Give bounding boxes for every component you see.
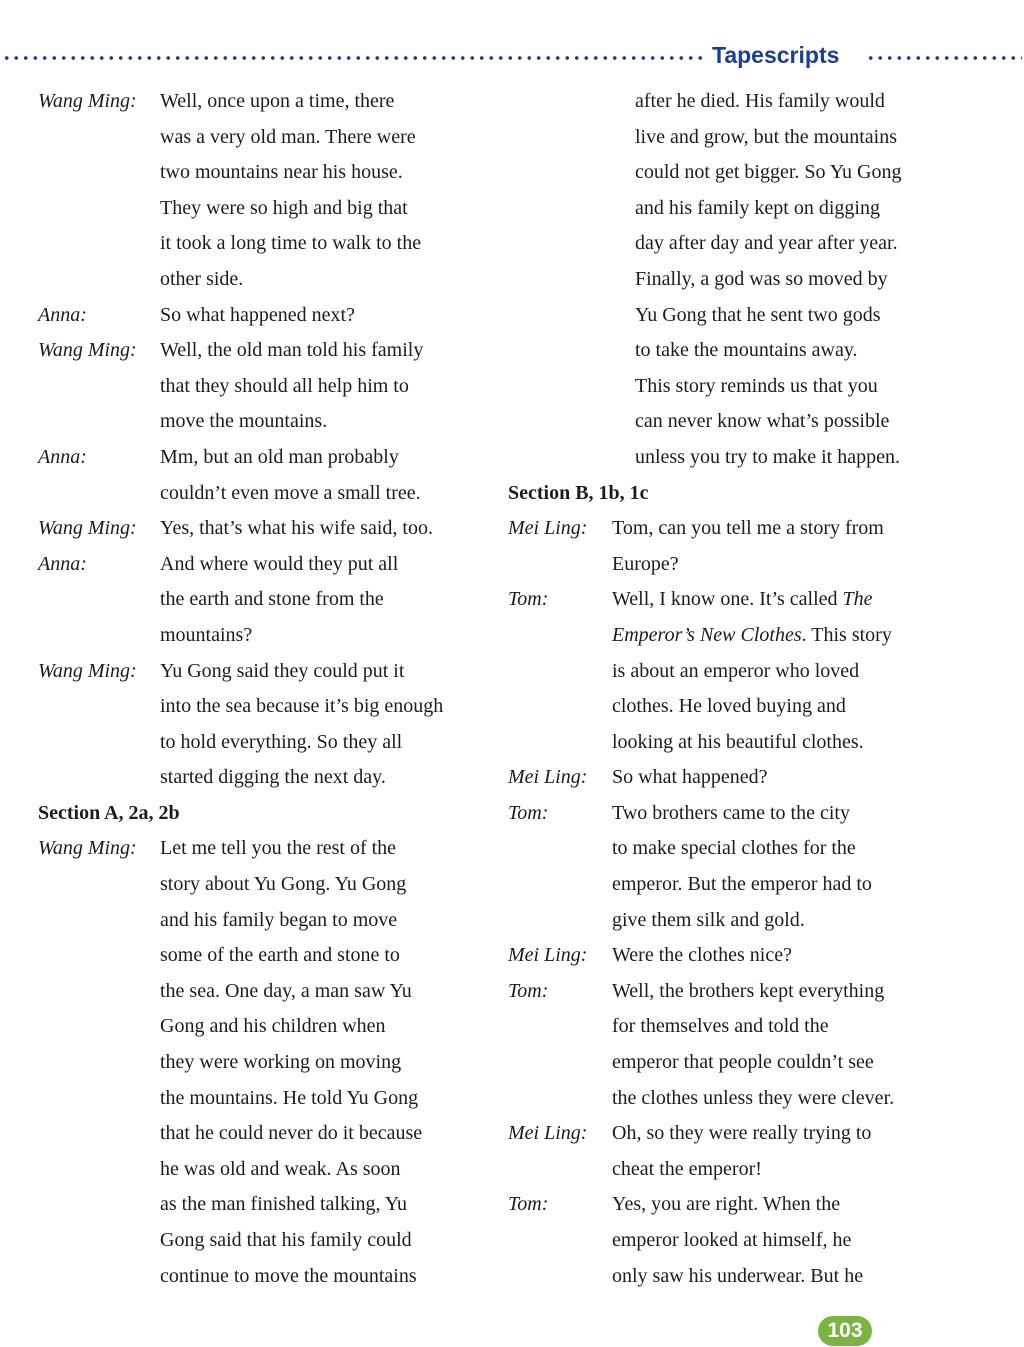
text-line: This story reminds us that you — [635, 374, 878, 397]
dialogue-entry — [38, 333, 478, 440]
speech-text — [612, 974, 894, 1116]
text-line: Two brothers came to the city — [612, 801, 850, 824]
text-line: only saw his underwear. But he — [612, 1264, 864, 1287]
text-line: clothes. He loved buying and — [612, 695, 846, 718]
text-line: could not get bigger. So Yu Gong — [635, 161, 902, 184]
speaker-label: Wang Ming: — [38, 339, 137, 362]
page-number-badge: 103 — [818, 1316, 872, 1346]
dotted-rule-left — [2, 56, 702, 60]
dialogue-entry — [508, 760, 958, 796]
text-line: emperor. But the emperor had to — [612, 873, 872, 896]
speaker-label: Anna: — [38, 303, 87, 326]
speaker-label: Wang Ming: — [38, 659, 137, 682]
text-line: Let me tell you the rest of the — [160, 837, 397, 860]
text-line: to make special clothes for the — [612, 837, 856, 860]
left-column — [38, 84, 478, 1294]
speech-text — [612, 511, 884, 582]
text-line: Yu Gong that he sent two gods — [635, 303, 881, 326]
text-line: emperor that people couldn’t see — [612, 1051, 874, 1074]
speaker-label: Tom: — [508, 979, 549, 1002]
text-line: mountains? — [160, 623, 253, 646]
speech-text — [160, 333, 423, 440]
speech-text — [160, 298, 355, 334]
text-line: Well, once upon a time, there — [160, 90, 395, 112]
dialogue-entry — [38, 547, 478, 654]
speech-text — [612, 1187, 863, 1294]
dialogue-entry — [38, 654, 478, 796]
text-line: the sea. One day, a man saw Yu — [160, 979, 412, 1002]
text-line: unless you try to make it happen. — [635, 445, 900, 468]
text-line: that he could never do it because — [160, 1122, 423, 1145]
dialogue-entry — [38, 84, 478, 298]
dialogue-entry — [508, 938, 958, 974]
text-line: Well, the old man told his family — [160, 339, 424, 362]
dotted-rule-right — [866, 56, 1022, 60]
text-line: looking at his beautiful clothes. — [612, 730, 864, 753]
text-line: can never know what’s possible — [635, 410, 890, 433]
speech-text — [160, 831, 422, 1294]
speaker-label: Wang Ming: — [38, 90, 137, 112]
text-line: into the sea because it’s big enough — [160, 695, 444, 718]
speaker-label: Anna: — [38, 552, 87, 575]
speaker-label: Mei Ling: — [508, 766, 588, 789]
speech-text — [160, 547, 398, 654]
dialogue-entry — [508, 582, 958, 760]
dialogue-entry — [38, 831, 478, 1294]
text-line: Finally, a god was so moved by — [635, 267, 888, 290]
speech-text — [160, 84, 421, 298]
speech-text — [160, 654, 443, 796]
speech-text — [612, 1116, 871, 1187]
text-line: Oh, so they were really trying to — [612, 1122, 872, 1145]
text-line: continue to move the mountains — [160, 1264, 417, 1287]
dialogue-entry — [38, 511, 478, 547]
right-column — [508, 84, 958, 1294]
dialogue-entry — [38, 440, 478, 511]
text-line: emperor looked at himself, he — [612, 1229, 852, 1251]
text-line: cheat the emperor! — [612, 1157, 762, 1180]
speech-text — [612, 582, 892, 760]
text-line: the clothes unless they were clever. — [612, 1086, 895, 1109]
text-line: Gong and his children when — [160, 1015, 386, 1038]
text-line: started digging the next day. — [160, 766, 386, 789]
speech-text — [160, 440, 421, 511]
text-line: some of the earth and stone to — [160, 944, 400, 967]
text-line: day after day and year after year. — [635, 232, 898, 255]
text-fragment: Well, I know one. It’s called — [612, 588, 843, 611]
text-line: he was old and weak. As soon — [160, 1157, 401, 1180]
dialogue-entry — [508, 511, 958, 582]
text-line: that they should all help him to — [160, 374, 409, 397]
speaker-label: Tom: — [508, 1193, 549, 1216]
text-line: for themselves and told the — [612, 1015, 829, 1038]
story-title-fragment: Emperor’s New Clothes — [612, 623, 802, 646]
text-line: and his family kept on digging — [635, 196, 880, 219]
text-line: give them silk and gold. — [612, 908, 805, 931]
text-line: Gong said that his family could — [160, 1229, 412, 1251]
text-line: was a very old man. There were — [160, 125, 416, 148]
text-line: couldn’t even move a small tree. — [160, 481, 421, 504]
section-heading: Section B, 1b, 1c — [508, 481, 649, 504]
text-line: Mm, but an old man probably — [160, 445, 399, 468]
text-line: to hold everything. So they all — [160, 730, 403, 753]
text-line: And where would they put all — [160, 552, 399, 575]
text-line: So what happened next? — [160, 303, 355, 326]
dialogue-entry — [38, 298, 478, 334]
text-fragment: . This story — [801, 623, 892, 646]
speaker-label: Mei Ling: — [508, 517, 588, 540]
speaker-label: Anna: — [38, 445, 87, 468]
text-line: they were working on moving — [160, 1051, 402, 1074]
text-line: They were so high and big that — [160, 196, 408, 219]
text-line: Yes, you are right. When the — [612, 1193, 841, 1216]
text-line: move the mountains. — [160, 410, 328, 433]
speaker-label: Wang Ming: — [38, 837, 137, 860]
speaker-label: Tom: — [508, 588, 549, 611]
text-line — [612, 582, 892, 618]
dialogue-entry — [508, 974, 958, 1116]
text-line: live and grow, but the mountains — [635, 125, 897, 148]
text-line: story about Yu Gong. Yu Gong — [160, 873, 407, 896]
text-line: after he died. His family would — [635, 90, 885, 112]
text-line: Europe? — [612, 552, 679, 575]
speech-text — [612, 938, 792, 974]
text-line: So what happened? — [612, 766, 768, 789]
text-line: Tom, can you tell me a story from — [612, 517, 884, 540]
text-line: Yes, that’s what his wife said, too. — [160, 517, 433, 540]
speech-text — [160, 511, 433, 547]
speech-text — [612, 796, 872, 938]
text-line — [612, 618, 892, 654]
story-title-fragment: The — [842, 588, 873, 611]
continued-speech — [508, 84, 958, 476]
text-line: Yu Gong said they could put it — [160, 659, 405, 682]
dialogue-entry — [508, 1187, 958, 1294]
speech-text — [612, 760, 768, 796]
dialogue-entry — [508, 1116, 958, 1187]
text-line: two mountains near his house. — [160, 161, 403, 184]
header-title: Tapescripts — [712, 42, 840, 68]
text-line: other side. — [160, 267, 244, 290]
text-line: it took a long time to walk to the — [160, 232, 422, 255]
section-heading: Section A, 2a, 2b — [38, 801, 180, 824]
text-line: Well, the brothers kept everything — [612, 979, 885, 1002]
speaker-label: Mei Ling: — [508, 1122, 588, 1145]
text-line: Were the clothes nice? — [612, 944, 792, 967]
text-line: the mountains. He told Yu Gong — [160, 1086, 419, 1109]
text-line: and his family began to move — [160, 908, 398, 931]
text-line: the earth and stone from the — [160, 588, 384, 611]
dialogue-entry — [508, 796, 958, 938]
speaker-label: Wang Ming: — [38, 517, 137, 540]
text-line: to take the mountains away. — [635, 339, 858, 362]
speaker-label: Mei Ling: — [508, 944, 588, 967]
speaker-label: Tom: — [508, 801, 549, 824]
text-line: is about an emperor who loved — [612, 659, 860, 682]
text-line: as the man finished talking, Yu — [160, 1193, 407, 1216]
page-header — [0, 40, 1024, 76]
